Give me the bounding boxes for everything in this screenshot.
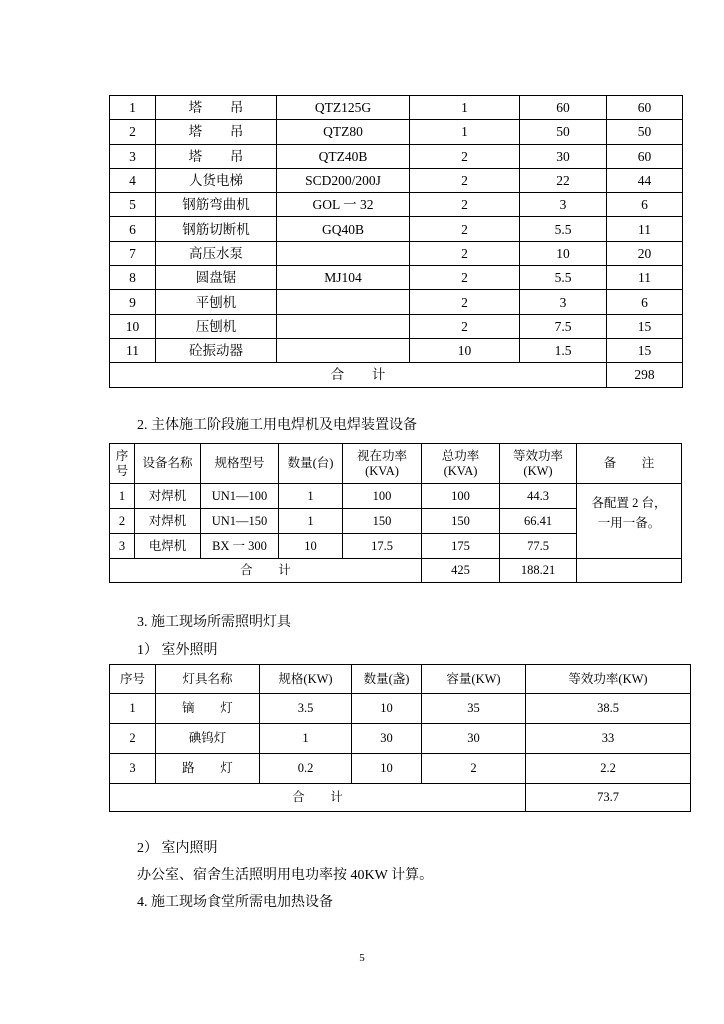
seq-cell: 9 (110, 290, 156, 314)
total-power-cell: 60 (607, 144, 683, 168)
seq-cell: 5 (110, 193, 156, 217)
equipment-total-value: 298 (607, 363, 683, 387)
lighting-total-row (110, 784, 691, 812)
welding-row: 3 电焊机 BX 一 300 10 17.5 175 77.5 (110, 534, 682, 559)
welding-header-name: 设备名称 (135, 444, 201, 484)
equipment-row (110, 217, 683, 241)
subsection-indoor-title: 2） 室内照明 (137, 841, 218, 856)
power-cell: 7.5 (520, 314, 607, 338)
model-cell (277, 241, 410, 265)
welding-total-kw: 188.21 (500, 559, 577, 583)
qty-cell: 2 (410, 144, 520, 168)
power-cell: 60 (520, 96, 607, 120)
welding-total-kva: 425 (422, 559, 500, 583)
power-cell: 3 (520, 193, 607, 217)
welding-header-apparent: 视在功率 (KVA) (343, 444, 422, 484)
welding-header-total: 总功率 (KVA) (422, 444, 500, 484)
power-cell: 30 (520, 144, 607, 168)
power-cell: 5.5 (520, 217, 607, 241)
power-cell: 10 (520, 241, 607, 265)
seq-cell: 4 (110, 168, 156, 192)
seq-cell: 1 (110, 96, 156, 120)
model-cell: QTZ125G (277, 96, 410, 120)
seq-cell: 6 (110, 217, 156, 241)
total-power-cell: 15 (607, 314, 683, 338)
welding-row: 2 对焊机 UN1—150 1 150 150 66.41 (110, 509, 682, 534)
indoor-lighting-text: 办公室、宿舍生活照明用电功率按 40KW 计算。 (137, 868, 434, 883)
name-cell: 钢筋切断机 (156, 217, 277, 241)
welding-header-equiv: 等效功率 (KW) (500, 444, 577, 484)
equipment-table (109, 95, 683, 388)
power-cell: 22 (520, 168, 607, 192)
total-power-cell: 6 (607, 193, 683, 217)
seq-cell: 8 (110, 266, 156, 290)
lighting-row: 1 镝 灯 3.5 10 35 38.5 (110, 694, 691, 724)
total-power-cell: 60 (607, 96, 683, 120)
model-cell: GOL 一 32 (277, 193, 410, 217)
welding-table (109, 443, 682, 583)
model-cell: GQ40B (277, 217, 410, 241)
qty-cell: 2 (410, 168, 520, 192)
welding-note: 各配置 2 台， 一用一备。 (577, 484, 682, 559)
seq-cell: 11 (110, 338, 156, 362)
power-cell: 3 (520, 290, 607, 314)
model-cell (277, 338, 410, 362)
equipment-row (110, 96, 683, 120)
equipment-row (110, 290, 683, 314)
total-power-cell: 6 (607, 290, 683, 314)
equipment-row (110, 193, 683, 217)
name-cell: 钢筋弯曲机 (156, 193, 277, 217)
lighting-row: 2 碘钨灯 1 30 30 33 (110, 724, 691, 754)
lighting-row: 3 路 灯 0.2 10 2 2.2 (110, 754, 691, 784)
model-cell: MJ104 (277, 266, 410, 290)
model-cell: SCD200/200J (277, 168, 410, 192)
name-cell: 圆盘锯 (156, 266, 277, 290)
total-power-cell: 44 (607, 168, 683, 192)
seq-cell: 3 (110, 144, 156, 168)
equipment-row (110, 266, 683, 290)
lighting-total-label: 合 计 (110, 784, 526, 812)
model-cell (277, 314, 410, 338)
power-cell: 1.5 (520, 338, 607, 362)
qty-cell: 1 (410, 96, 520, 120)
name-cell: 砼振动器 (156, 338, 277, 362)
equipment-total-row (110, 363, 683, 387)
total-power-cell: 11 (607, 217, 683, 241)
model-cell: QTZ80 (277, 120, 410, 144)
name-cell: 塔 吊 (156, 144, 277, 168)
qty-cell: 2 (410, 241, 520, 265)
welding-header-note: 备 注 (577, 444, 682, 484)
name-cell: 人货电梯 (156, 168, 277, 192)
qty-cell: 2 (410, 193, 520, 217)
qty-cell: 10 (410, 338, 520, 362)
equipment-row (110, 241, 683, 265)
welding-row: 1 对焊机 UN1—100 1 100 100 44.3 各配置 2 台， 一用一备。 (110, 484, 682, 509)
seq-cell: 2 (110, 120, 156, 144)
name-cell: 压刨机 (156, 314, 277, 338)
welding-header-seq: 序 号 (110, 444, 135, 484)
power-cell: 50 (520, 120, 607, 144)
equipment-row (110, 120, 683, 144)
equipment-total-label: 合 计 (110, 363, 607, 387)
total-power-cell: 20 (607, 241, 683, 265)
qty-cell: 1 (410, 120, 520, 144)
lighting-table (109, 664, 691, 812)
section-3-title: 3. 施工现场所需照明灯具 (137, 615, 291, 630)
qty-cell: 2 (410, 266, 520, 290)
page-number: 5 (359, 952, 365, 964)
welding-header-row (110, 444, 682, 484)
qty-cell: 2 (410, 290, 520, 314)
section-2-title: 2. 主体施工阶段施工用电焊机及电焊装置设备 (137, 418, 417, 433)
model-cell: QTZ40B (277, 144, 410, 168)
total-power-cell: 15 (607, 338, 683, 362)
equipment-row (110, 144, 683, 168)
total-power-cell: 50 (607, 120, 683, 144)
name-cell: 塔 吊 (156, 96, 277, 120)
welding-header-qty: 数量(台) (279, 444, 343, 484)
lighting-total-value: 73.7 (526, 784, 691, 812)
welding-total-row (110, 559, 682, 583)
subsection-outdoor-title: 1） 室外照明 (137, 643, 218, 658)
power-cell: 5.5 (520, 266, 607, 290)
model-cell (277, 290, 410, 314)
equipment-row (110, 168, 683, 192)
equipment-row (110, 314, 683, 338)
seq-cell: 7 (110, 241, 156, 265)
seq-cell: 10 (110, 314, 156, 338)
name-cell: 平刨机 (156, 290, 277, 314)
name-cell: 塔 吊 (156, 120, 277, 144)
equipment-row (110, 338, 683, 362)
welding-header-model: 规格型号 (201, 444, 279, 484)
qty-cell: 2 (410, 217, 520, 241)
welding-total-label: 合 计 (110, 559, 422, 583)
qty-cell: 2 (410, 314, 520, 338)
lighting-header-row: 序号 灯具名称 规格(KW) 数量(盏) 容量(KW) 等效功率(KW) (110, 665, 691, 694)
name-cell: 高压水泵 (156, 241, 277, 265)
total-power-cell: 11 (607, 266, 683, 290)
section-4-title: 4. 施工现场食堂所需电加热设备 (137, 895, 333, 910)
